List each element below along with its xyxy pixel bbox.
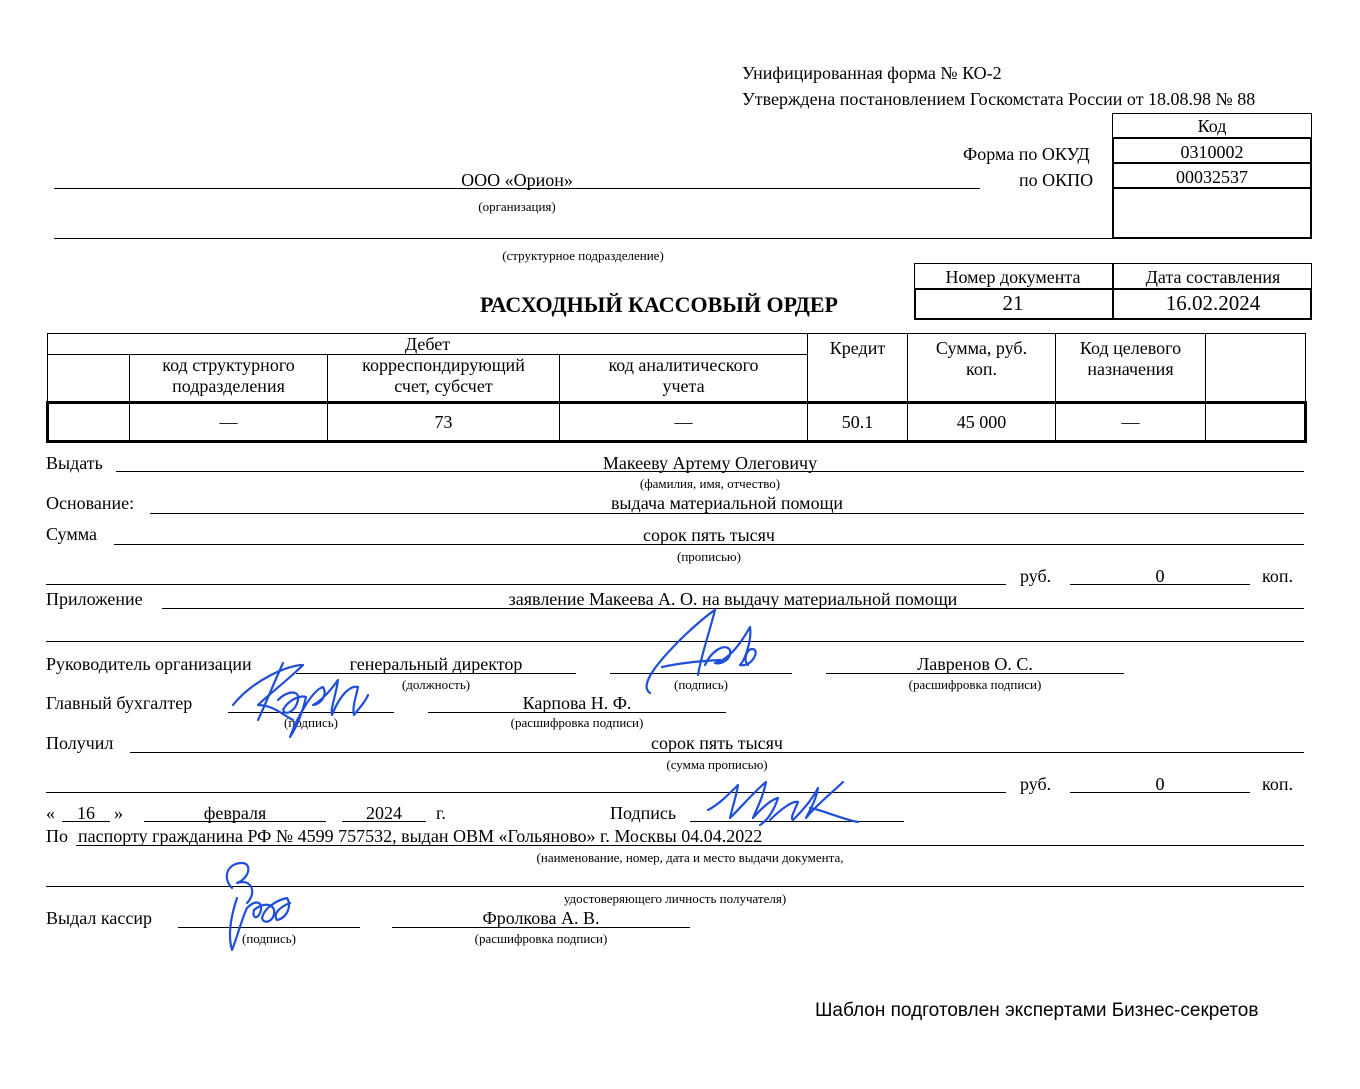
issue-to: Макееву Артему Олеговичу [602, 453, 818, 473]
chief-accountant-label: Главный бухгалтер [46, 693, 193, 713]
debit-header: Дебет [48, 334, 808, 355]
table-row [48, 403, 1306, 442]
received-caption: (сумма прописью) [666, 757, 768, 772]
blank-header [48, 355, 130, 403]
doc-date: 16.02.2024 [1165, 291, 1261, 315]
corr-account-header: корреспондирующий счет, субсчет [328, 355, 560, 403]
chief-signature-caption: (подпись) [284, 715, 338, 730]
head-name-line [826, 673, 1124, 674]
doc-caption: (наименование, номер, дата и место выдачи документа, [536, 850, 844, 865]
basis-line [150, 513, 1304, 514]
by-label: По [46, 826, 68, 846]
sum-words: сорок пять тысяч [642, 525, 775, 545]
date-year: 2024 [366, 803, 402, 823]
empty-header [1206, 334, 1306, 403]
chief-name-line [428, 712, 726, 713]
document-title: РАСХОДНЫЙ КАССОВЫЙ ОРДЕР [480, 292, 838, 317]
okud-label: Форма по ОКУД [963, 144, 1090, 164]
received-words: сорок пять тысяч [650, 733, 783, 753]
doc-number-date-box [914, 263, 1312, 320]
row-target-code: — [1056, 403, 1206, 442]
department-line [54, 238, 1112, 239]
row-blank [48, 403, 130, 442]
date-month: февраля [203, 803, 267, 823]
attachment: заявление Макеева А. О. на выдачу материальной помощи [508, 589, 958, 609]
head-position: генеральный директор [349, 654, 523, 674]
date-year-line [342, 821, 426, 822]
recipient-sign-label: Подпись [610, 803, 677, 823]
basis-label: Основание: [46, 493, 135, 513]
chief-accountant-signature [228, 655, 378, 745]
footer-note: Шаблон подготовлен экспертами Бизнес-секретов [815, 1000, 1259, 1021]
doc-number-label: Номер документа [945, 267, 1081, 287]
chief-accountant-name: Карпова Н. Ф. [522, 693, 632, 713]
head-label: Руководитель организации [46, 654, 252, 674]
head-decode-caption: (расшифровка подписи) [908, 677, 1042, 692]
received-label: Получил [46, 733, 114, 753]
cashier-name-line [392, 927, 690, 928]
passport-details: паспорту гражданина РФ № 4599 757532, выдан ОВМ «Гольяново» г. Москвы 04.04.2022 [78, 826, 763, 846]
row-credit: 50.1 [808, 403, 908, 442]
code-header: Код [1197, 116, 1227, 136]
kop-label: коп. [1262, 566, 1293, 586]
target-code-header: Код целевого назначения [1056, 334, 1206, 403]
received-kop-label: коп. [1262, 774, 1293, 794]
cashier-name: Фролкова А. В. [482, 908, 600, 928]
row-analytic-code: — [560, 403, 808, 442]
received-line [130, 752, 1304, 753]
date-day: 16 [77, 803, 95, 823]
organization-caption: (организация) [478, 199, 556, 214]
kop-value: 0 [1155, 566, 1165, 586]
row-struct-code: — [130, 403, 328, 442]
sum-label: Сумма [46, 524, 97, 544]
credit-header: Кредит [808, 334, 908, 403]
doc-date-label: Дата составления [1145, 267, 1281, 287]
passport-line [76, 845, 1304, 846]
struct-code-header: код структурного подразделения [130, 355, 328, 403]
kop-line [1070, 584, 1250, 585]
position-caption: (должность) [401, 677, 471, 692]
organization-line [54, 188, 980, 189]
head-signature-caption: (подпись) [674, 677, 728, 692]
issue-label: Выдать [46, 453, 103, 473]
received-kop-line [1070, 792, 1250, 793]
date-quote-open: « [46, 803, 55, 823]
okpo-code: 00032537 [1176, 167, 1248, 187]
cashier-label: Выдал кассир [46, 908, 152, 928]
sum-line [114, 544, 1304, 545]
sum-line-2 [46, 584, 1006, 585]
row-extra [1206, 403, 1306, 442]
doc-number: 21 [1002, 291, 1024, 315]
form-approval: Утверждена постановлением Госкомстата России от 18.08.98 № 88 [742, 89, 1256, 109]
debit-credit-table [46, 333, 1307, 443]
year-suffix: г. [436, 803, 446, 823]
date-day-line [62, 821, 110, 822]
cashier-decode-caption: (расшифровка подписи) [474, 931, 608, 946]
words-caption: (прописью) [677, 549, 741, 564]
sum-header: Сумма, руб. коп. [908, 334, 1056, 403]
date-quote-close: » [114, 803, 123, 823]
organization-name: ООО «Орион» [461, 170, 573, 190]
attachment-label: Приложение [46, 589, 143, 609]
form-name: Унифицированная форма № КО-2 [742, 63, 1002, 83]
row-sum: 45 000 [908, 403, 1056, 442]
cashier-signature [202, 858, 302, 958]
head-signature [620, 605, 770, 700]
chief-decode-caption: (расшифровка подписи) [510, 715, 644, 730]
code-box [1112, 113, 1312, 239]
fio-caption: (фамилия, имя, отчество) [639, 476, 781, 491]
doc-caption-2: удостоверяющего личность получателя) [563, 891, 787, 906]
head-name: Лавренов О. С. [917, 654, 1033, 674]
basis: выдача материальной помощи [610, 493, 844, 513]
okpo-label: по ОКПО [1019, 170, 1094, 190]
department-caption: (структурное подразделение) [502, 248, 664, 263]
analytic-code-header: код аналитического учета [560, 355, 808, 403]
okud-code: 0310002 [1180, 142, 1244, 162]
cashier-signature-caption: (подпись) [242, 931, 296, 946]
received-kop-value: 0 [1155, 774, 1165, 794]
received-rub-label: руб. [1020, 774, 1052, 794]
row-corr-account: 73 [328, 403, 560, 442]
date-month-line [144, 821, 326, 822]
issue-line [116, 471, 1304, 472]
recipient-signature [698, 770, 868, 830]
rub-label: руб. [1020, 566, 1052, 586]
